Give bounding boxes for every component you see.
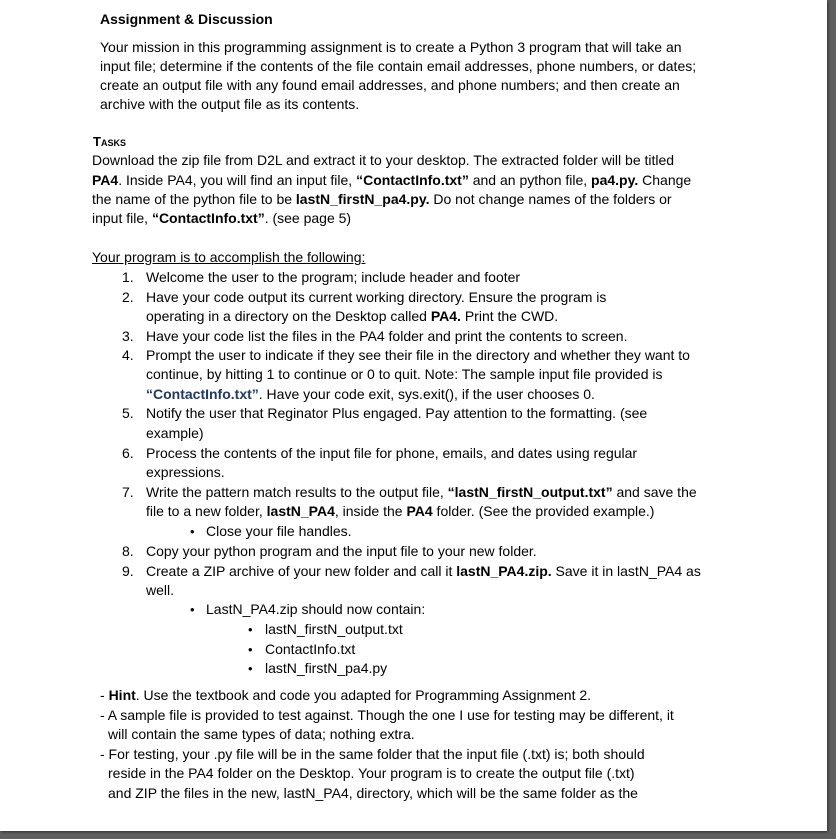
sub-item: Close your file handles.: [206, 523, 352, 539]
tasks-line: the name of the python file to be lastN_firstN_pa4.py. Do not change names of the folders or: [92, 191, 672, 207]
bullet-icon: •: [190, 524, 195, 539]
list-item: Notify the user that Reginator Plus engaged. Pay attention to the formatting. (see: [146, 405, 648, 421]
note-line: - Hint. Use the textbook and code you adapted for Programming Assignment 2.: [100, 687, 592, 703]
list-item: expressions.: [146, 464, 225, 480]
list-item: Create a ZIP archive of your new folder and call it lastN_PA4.zip. Save it in lastN_PA4 as: [146, 563, 701, 579]
mission-line: archive with the output file as its contents.: [100, 96, 360, 112]
list-item: well.: [146, 582, 175, 598]
list-item: Copy your python program and the input file to your new folder.: [146, 543, 537, 559]
list-item: file to a new folder, lastN_PA4, inside the PA4 folder. (See the provided example.): [146, 503, 655, 519]
mission-line: create an output file with any found email addresses, and phone numbers; and then create an: [100, 77, 680, 93]
bullet-icon: •: [248, 622, 253, 637]
list-number: 1.: [122, 269, 134, 285]
mission-line: Your mission in this programming assignment is to create a Python 3 program that will take an: [100, 39, 682, 55]
list-item: Have your code list the files in the PA4 folder and print the contents to screen.: [146, 328, 628, 344]
program-heading: Your program is to accomplish the following:: [92, 249, 366, 265]
list-item: continue, by hitting 1 to continue or 0 to quit. Note: The sample input file provided is: [146, 366, 663, 382]
list-number: 2.: [122, 289, 134, 305]
list-number: 9.: [122, 563, 134, 579]
note-line: reside in the PA4 folder on the Desktop. Your program is to create the output file (.txt): [108, 765, 635, 781]
list-item: operating in a directory on the Desktop called PA4. Print the CWD.: [146, 308, 559, 324]
note-line: will contain the same types of data; nothing extra.: [108, 726, 415, 742]
bullet-icon: •: [248, 661, 253, 676]
list-number: 5.: [122, 405, 134, 421]
bullet-icon: •: [190, 602, 195, 617]
list-item: Welcome the user to the program; include header and footer: [146, 269, 521, 285]
note-line: - For testing, your .py file will be in the same folder that the input file (.txt) is; both should: [100, 746, 645, 762]
tasks-heading: Tasks: [93, 134, 126, 149]
sub-sub-item: lastN_firstN_pa4.py: [265, 660, 388, 676]
list-number: 3.: [122, 328, 134, 344]
bullet-icon: •: [248, 642, 253, 657]
list-number: 8.: [122, 543, 134, 559]
sub-sub-item: ContactInfo.txt: [265, 641, 356, 657]
note-line: - A sample file is provided to test against. Though the one I use for testing may be different, it: [100, 707, 674, 723]
list-item: “ContactInfo.txt”. Have your code exit, sys.exit(), if the user chooses 0.: [146, 386, 595, 402]
list-number: 7.: [122, 484, 134, 500]
list-item: example): [146, 425, 204, 441]
list-item: Prompt the user to indicate if they see their file in the directory and whether they want to: [146, 347, 690, 363]
note-line: and ZIP the files in the new, lastN_PA4, directory, which will be the same folder as the: [108, 785, 638, 801]
section-heading: Assignment & Discussion: [100, 11, 273, 27]
tasks-line: input file, “ContactInfo.txt”. (see page 5): [92, 210, 352, 226]
list-item: Write the pattern match results to the output file, “lastN_firstN_output.txt” and save the: [146, 484, 697, 500]
tasks-line: PA4. Inside PA4, you will find an input file, “ContactInfo.txt” and an python file, pa4.py. Change: [92, 172, 692, 188]
list-item: Process the contents of the input file for phone, emails, and dates using regular: [146, 445, 638, 461]
list-number: 6.: [122, 445, 134, 461]
list-item: Have your code output its current working directory. Ensure the program is: [146, 289, 607, 305]
sub-sub-item: lastN_firstN_output.txt: [265, 621, 403, 637]
sub-item: LastN_PA4.zip should now contain:: [206, 601, 426, 617]
mission-line: input file; determine if the contents of the file contain email addresses, phone numbers, or dates;: [100, 58, 697, 74]
list-number: 4.: [122, 347, 134, 363]
tasks-line: Download the zip file from D2L and extract it to your desktop. The extracted folder will be titled: [92, 152, 675, 168]
